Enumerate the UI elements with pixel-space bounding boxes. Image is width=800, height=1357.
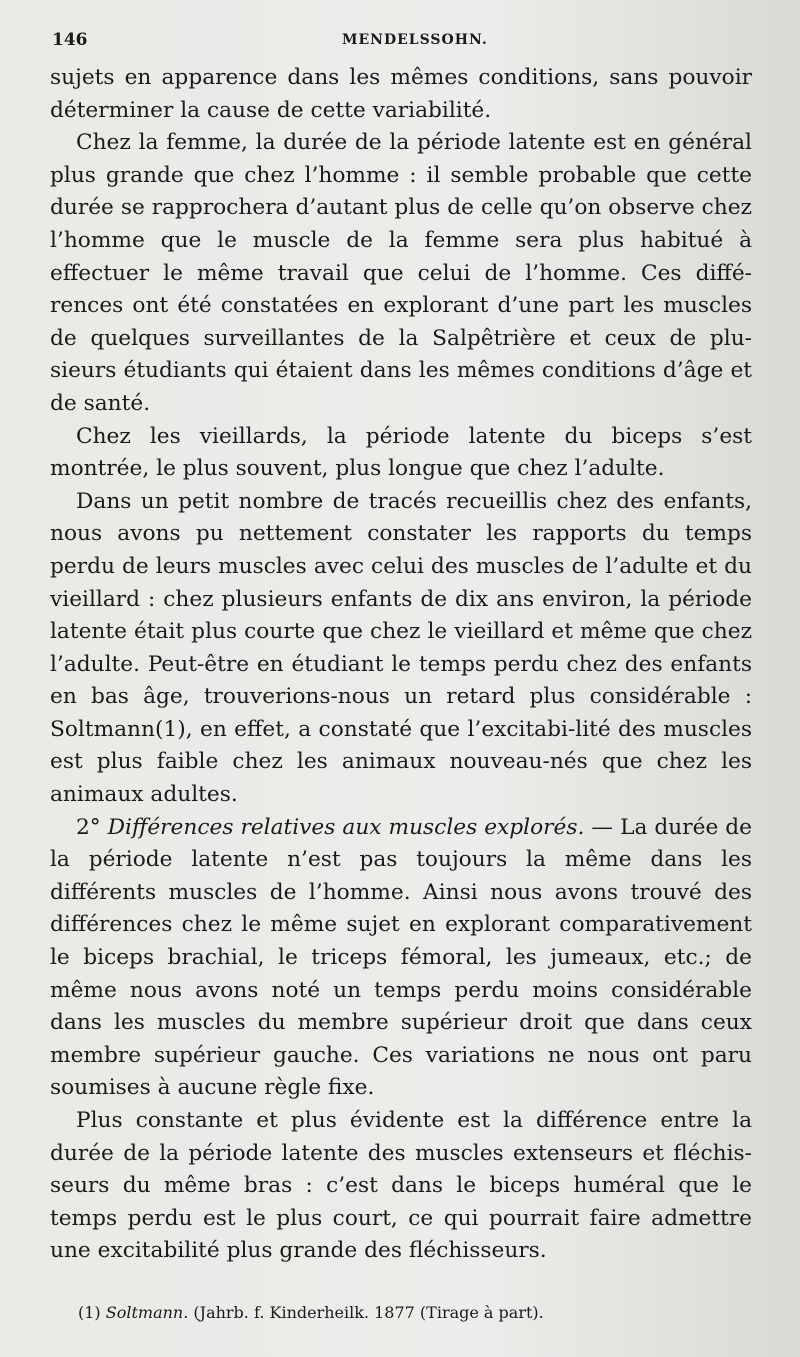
section-title: Différences relatives aux muscles explorés.: [107, 814, 585, 840]
paragraph-4: [50, 486, 752, 812]
paragraph-4-text-a: Dans un petit nombre de tracés recueillis chez des enfants, nous avons pu nettement constater les rapports du temps perdu de leurs muscles avec celui des muscles de l’adulte et du vieillard : chez plusieurs enfants de dix ans environ, la période latente était plus courte que chez le vieillard et même que chez l’adulte. Peut-être en étudiant le temps perdu chez des enfants en bas âge, trouverions-nous un retard plus considérable : Soltmann: [50, 488, 752, 742]
footnote: [78, 1302, 758, 1324]
paragraph-6: Plus constante et plus évidente est la différence entre la durée de la période latente des muscles extenseurs et fléchis-seurs du même bras : c’est dans le biceps huméral que le temps perdu est le plus court, ce qui pourrait faire admettre une excitabilité plus grande des fléchisseurs.: [50, 1108, 752, 1264]
footnote-text: (Jahrb. f. Kinderheilk. 1877 (Tirage à part).: [193, 1303, 544, 1322]
footnote-marker: (1): [78, 1303, 101, 1322]
paragraph-5: [50, 812, 752, 1105]
body-text: [50, 62, 752, 1268]
paragraph-2: Chez la femme, la durée de la période latente est en général plus grande que chez l’homme : il semble probable que cette durée se rapprochera d’autant plus de celle qu’on observe chez l’homme que le muscle de la femme sera plus habitué à effectuer le même travail que celui de l’homme. Ces diffé-rences ont été constatées en explorant d’une part les muscles de quelques surveillantes de la Salpêtrière et ceux de plu-sieurs étudiants qui étaient dans les mêmes conditions d’âge et de santé.: [50, 130, 752, 416]
section-number: 2°: [76, 814, 101, 840]
page-number: 146: [52, 30, 88, 50]
page-header: [52, 30, 752, 52]
running-head: MENDELSSOHN.: [342, 32, 488, 48]
footnote-reference: (1): [155, 716, 186, 742]
paragraph-5-text: — La durée de la période latente n’est pas toujours la même dans les différents muscles de l’homme. Ainsi nous avons trouvé des différences chez le même sujet en explorant comparativement le biceps brachial, le triceps fémoral, les jumeaux, etc.; de même nous avons noté un temps perdu moins considérable dans les muscles du membre supérieur droit que dans ceux membre supérieur gauche. Ces variations ne nous ont paru soumises à aucune règle fixe.: [50, 814, 752, 1101]
paragraph-4-text-b: , en effet, a constaté que l’excitabi-lité des muscles est plus faible chez les animaux nouveau-nés que chez les animaux adultes.: [50, 716, 752, 808]
footnote-author: Soltmann.: [105, 1303, 189, 1322]
paragraph-1: sujets en apparence dans les mêmes conditions, sans pouvoir déterminer la cause de cette variabilité.: [50, 65, 752, 123]
paragraph-3: Chez les vieillards, la période latente du biceps s’est montrée, le plus souvent, plus longue que chez l’adulte.: [50, 423, 752, 482]
